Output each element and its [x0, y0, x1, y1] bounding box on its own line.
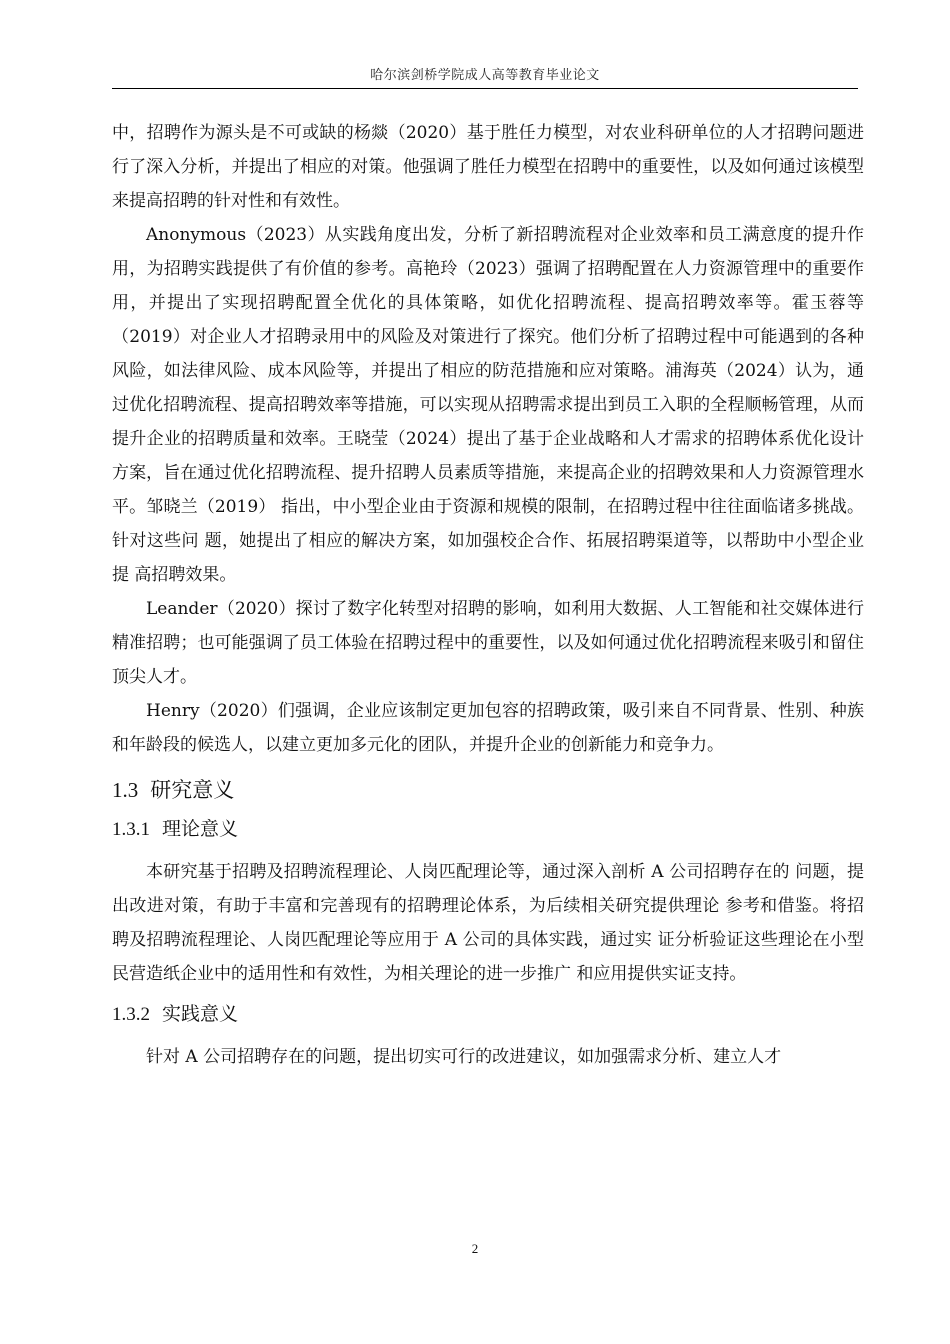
subsection-heading-1-3-1	[112, 816, 864, 843]
paragraph-theoretical-significance: 本研究基于招聘及招聘流程理论、人岗匹配理论等，通过深入剖析 A 公司招聘存在的 问题，提出改进对策，有助于丰富和完善现有的招聘理论体系，为后续相关研究提供理论 参考和借鉴。将招聘及招聘流程理论、人岗匹配理论等应用于 A 公司的具体实践，通过实 证分析验证这些理论在小型民营造纸企业中的适用性和有效性，为相关理论的进一步推广 和应用提供实证支持。	[112, 862, 864, 984]
paragraph-continued: 中，招聘作为源头是不可或缺的杨燚（2020）基于胜任力模型，对农业科研单位的人才招聘问题进行了深入分析，并提出了相应的对策。他强调了胜任力模型在招聘中的重要性，以及如何通过该模型来提高招聘的针对性和有效性。	[112, 123, 864, 211]
paragraph-henry: Henry（2020）们强调，企业应该制定更加包容的招聘政策，吸引来自不同背景、性别、种族和年龄段的候选人，以建立更加多元化的团队，并提升企业的创新能力和竞争力。	[112, 701, 864, 755]
page-number: 2	[471, 1241, 479, 1256]
paragraph-literature-review: Anonymous（2023）从实践角度出发，分析了新招聘流程对企业效率和员工满意度的提升作用，为招聘实践提供了有价值的参考。高艳玲（2023）强调了招聘配置在人力资源管理中的重要作用，并提出了实现招聘配置全优化的具体策略，如优化招聘流程、提高招聘效率等。霍玉蓉等（2019）对企业人才招聘录用中的风险及对策进行了探究。他们分析了招聘过程中可能遇到的各种风险，如法律风险、成本风险等，并提出了相应的防范措施和应对策略。浦海英（2024）认为，通过优化招聘流程、提高招聘效率等措施，可以实现从招聘需求提出到员工入职的全程顺畅管理，从而提升企业的招聘质量和效率。王晓莹（2024）提出了基于企业战略和人才需求的招聘体系优化设计方案，旨在通过优化招聘流程、提升招聘人员素质等措施，来提高企业的招聘效果和人力资源管理水平。邹晓兰（2019） 指出，中小型企业由于资源和规模的限制，在招聘过程中往往面临诸多挑战。针对这些问 题，她提出了相应的解决方案，如加强校企合作、拓展招聘渠道等，以帮助中小型企业提 高招聘效果。	[112, 225, 864, 585]
subsection-number: 1.3.2	[112, 1004, 150, 1025]
page-header: 哈尔滨剑桥学院成人高等教育毕业论文	[370, 68, 600, 83]
section-number: 1.3	[112, 778, 139, 802]
subsection-number: 1.3.1	[112, 819, 150, 840]
section-heading-1-3	[112, 776, 864, 804]
subsection-heading-1-3-2	[112, 1001, 864, 1028]
subsection-title: 实践意义	[162, 1003, 239, 1025]
section-title: 研究意义	[150, 778, 235, 802]
paragraph-practical-significance: 针对 A 公司招聘存在的问题，提出切实可行的改进建议，如加强需求分析、建立人才	[146, 1047, 782, 1067]
body-content	[112, 116, 864, 1074]
paragraph-leander: Leander（2020）探讨了数字化转型对招聘的影响，如利用大数据、人工智能和社交媒体进行精准招聘；也可能强调了员工体验在招聘过程中的重要性，以及如何通过优化招聘流程来吸引和留住顶尖人才。	[112, 599, 864, 687]
subsection-title: 理论意义	[162, 818, 239, 840]
header-divider	[112, 88, 858, 89]
